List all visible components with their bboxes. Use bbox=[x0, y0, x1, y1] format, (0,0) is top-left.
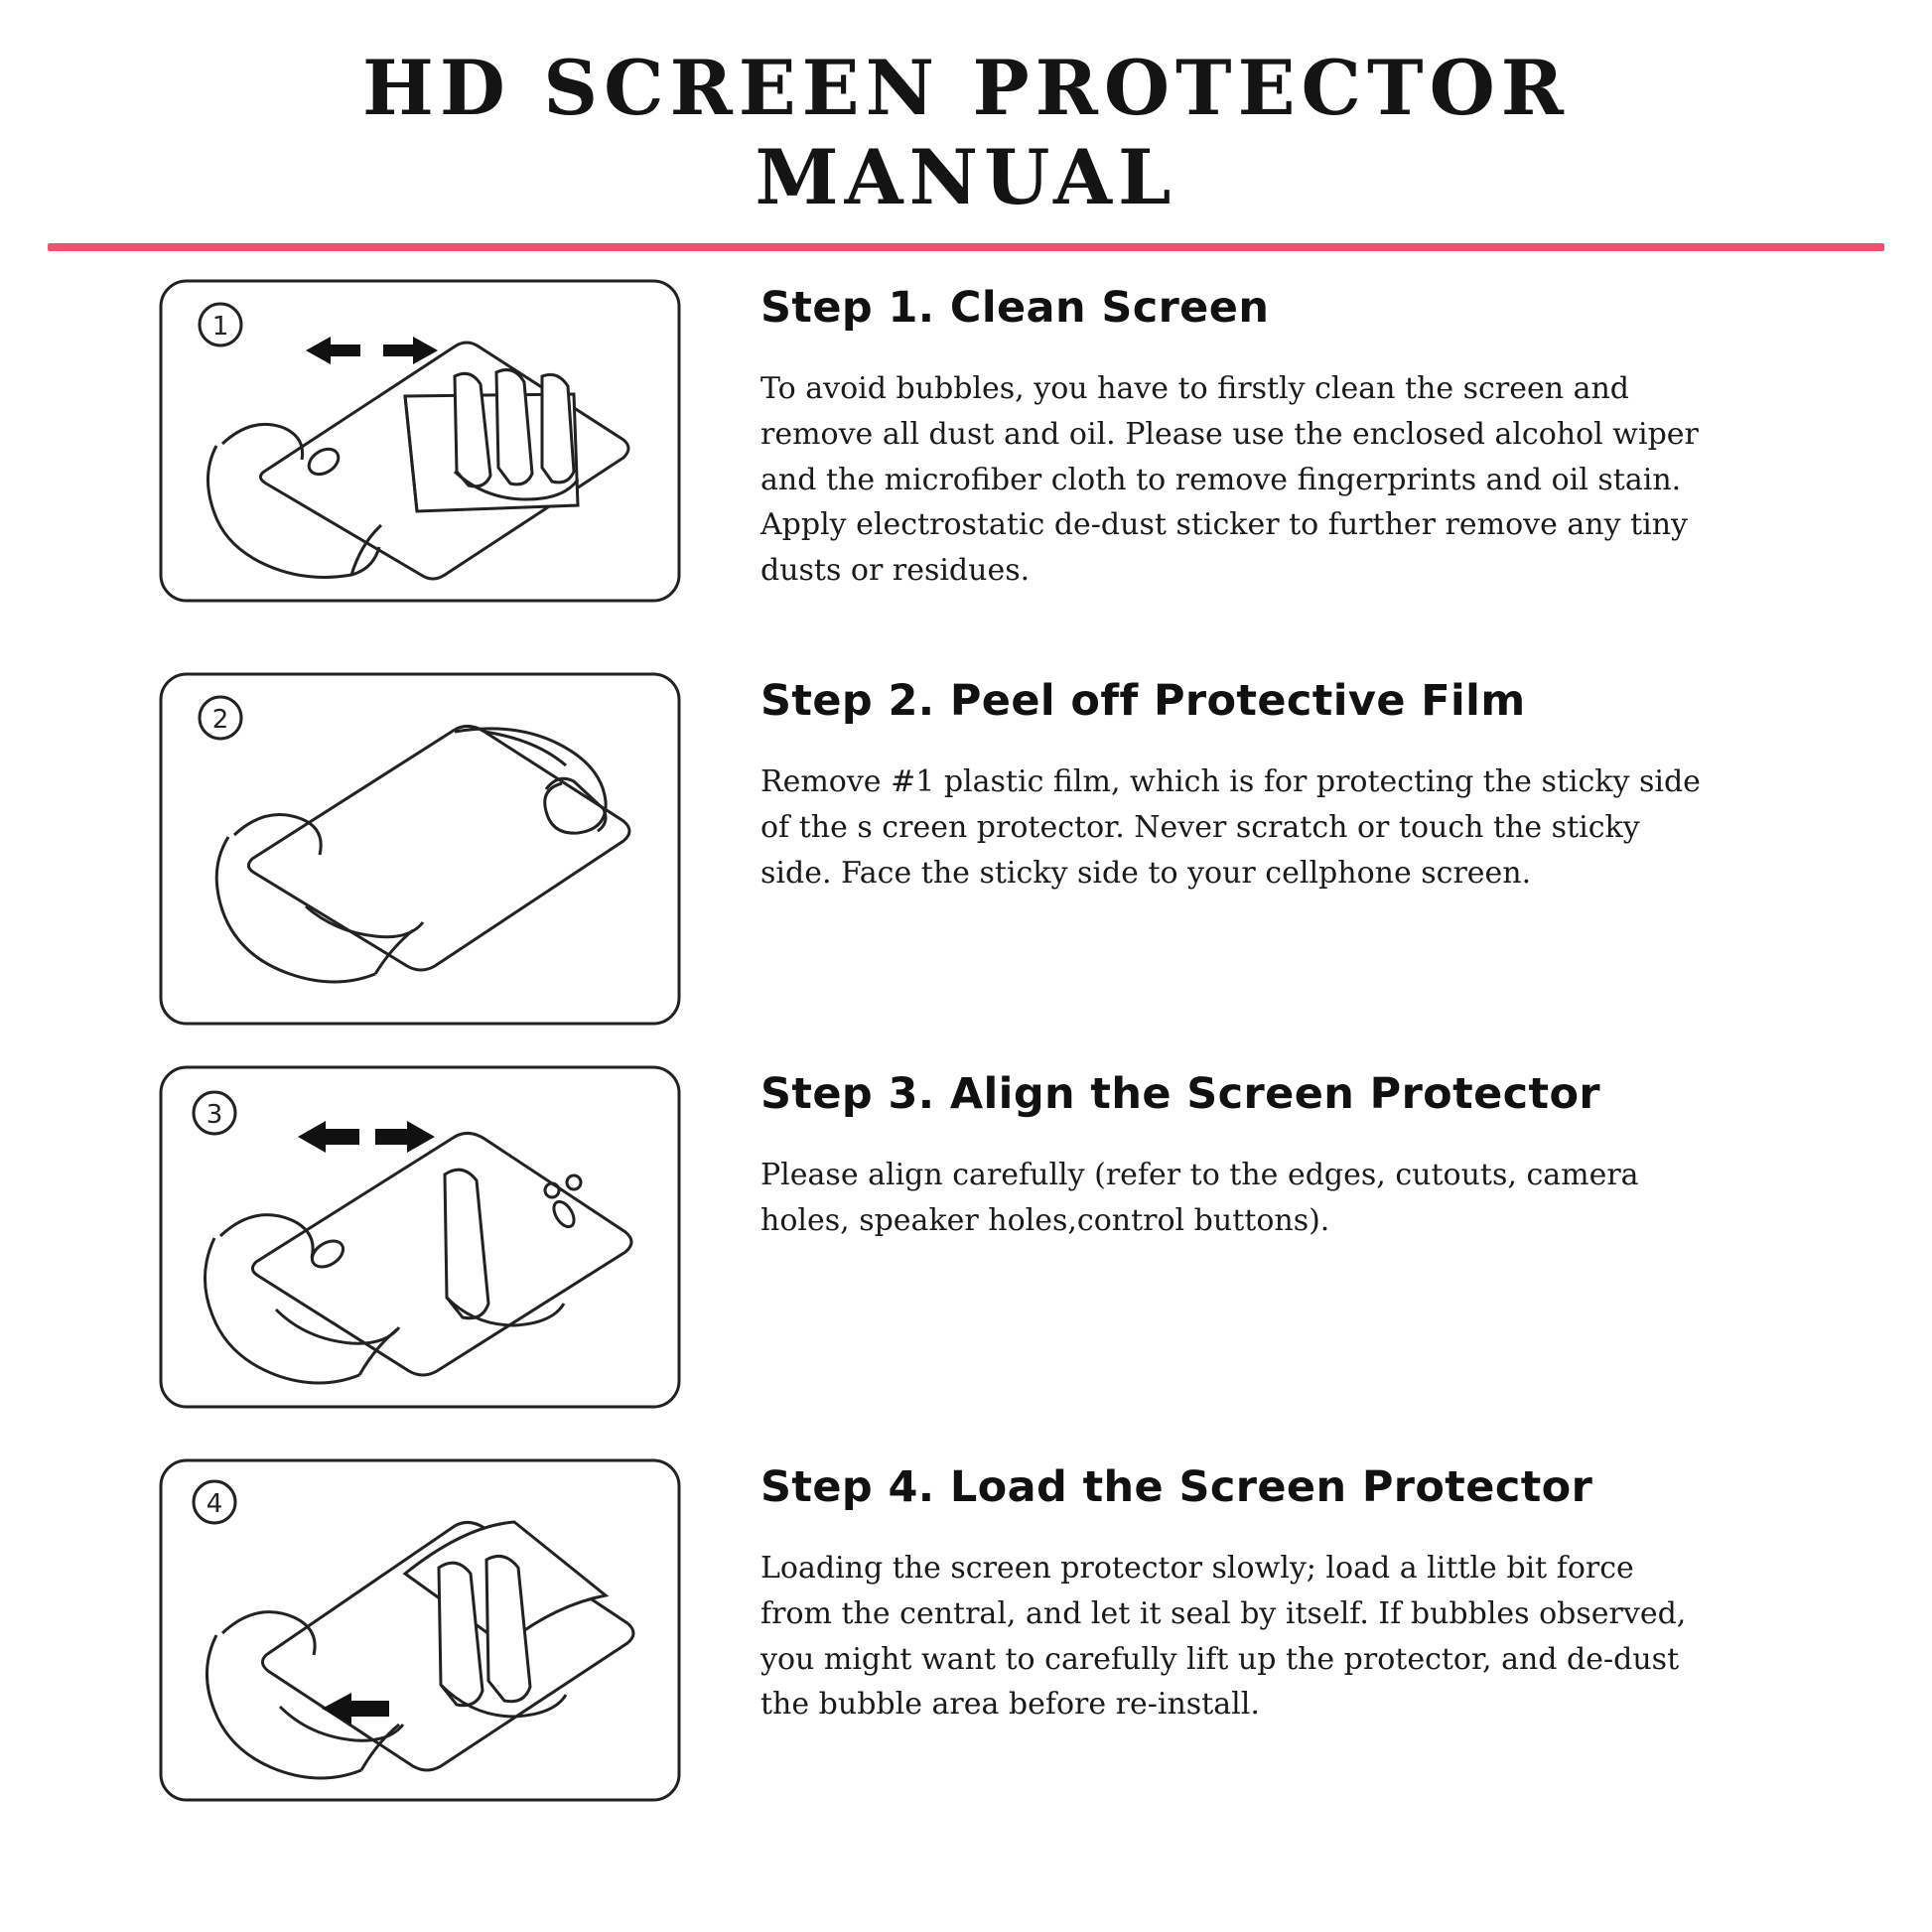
step-2-title: Step 2. Peel off Protective Film bbox=[760, 676, 1526, 727]
step-3-figure bbox=[157, 1063, 683, 1391]
title-divider bbox=[48, 243, 1884, 251]
svg-text:3: 3 bbox=[206, 1100, 223, 1131]
document-header bbox=[48, 30, 1884, 251]
page-title-line-2: MANUAL bbox=[755, 132, 1177, 221]
load-protector-icon bbox=[157, 1456, 683, 1804]
step-item bbox=[48, 1063, 1884, 1391]
step-3-title: Step 3. Align the Screen Protector bbox=[760, 1069, 1601, 1120]
align-protector-icon bbox=[157, 1063, 683, 1411]
step-item bbox=[48, 277, 1884, 605]
step-4-text: Loading the screen protector slowly; load a little bit force from the central, and let it seal by itself. If bubbles observed, you might want to carefully lift up the protector, and de-dust the bubble area before re-install. bbox=[760, 1551, 1687, 1723]
svg-text:2: 2 bbox=[211, 705, 229, 736]
steps-list bbox=[48, 277, 1884, 1784]
step-2-text: Remove #1 plastic film, which is for protecting the sticky side of the s creen protector. Never scratch or touch the sticky side. Face the sticky side to your cellphone screen. bbox=[760, 764, 1701, 891]
step-4-body bbox=[683, 1456, 1884, 1726]
step-4-figure bbox=[157, 1456, 683, 1784]
svg-text:1: 1 bbox=[211, 312, 229, 343]
step-1-text: To avoid bubbles, you have to firstly clean the screen and remove all dust and oil. Please use the enclosed alcohol wiper and the microfiber cloth to remove fingerprints and oil stain. Apply electrostatic de-dust sticker to further remove any tiny dusts or residues. bbox=[760, 371, 1699, 588]
step-item bbox=[48, 670, 1884, 998]
phone-wipe-cloth-icon bbox=[157, 277, 683, 605]
step-2-body bbox=[683, 670, 1884, 896]
step-item bbox=[48, 1456, 1884, 1784]
page-title-line-1: HD SCREEN PROTECTOR bbox=[362, 44, 1570, 132]
step-1-figure bbox=[157, 277, 683, 605]
step-1-body bbox=[683, 277, 1884, 593]
step-3-text: Please align carefully (refer to the edges, cutouts, camera holes, speaker holes,control buttons). bbox=[760, 1158, 1639, 1238]
step-4-title: Step 4. Load the Screen Protector bbox=[760, 1462, 1593, 1513]
step-1-title: Step 1. Clean Screen bbox=[760, 283, 1270, 334]
step-2-figure bbox=[157, 670, 683, 998]
svg-text:4: 4 bbox=[206, 1489, 223, 1520]
peel-film-icon bbox=[157, 670, 683, 1028]
step-3-body bbox=[683, 1063, 1884, 1243]
